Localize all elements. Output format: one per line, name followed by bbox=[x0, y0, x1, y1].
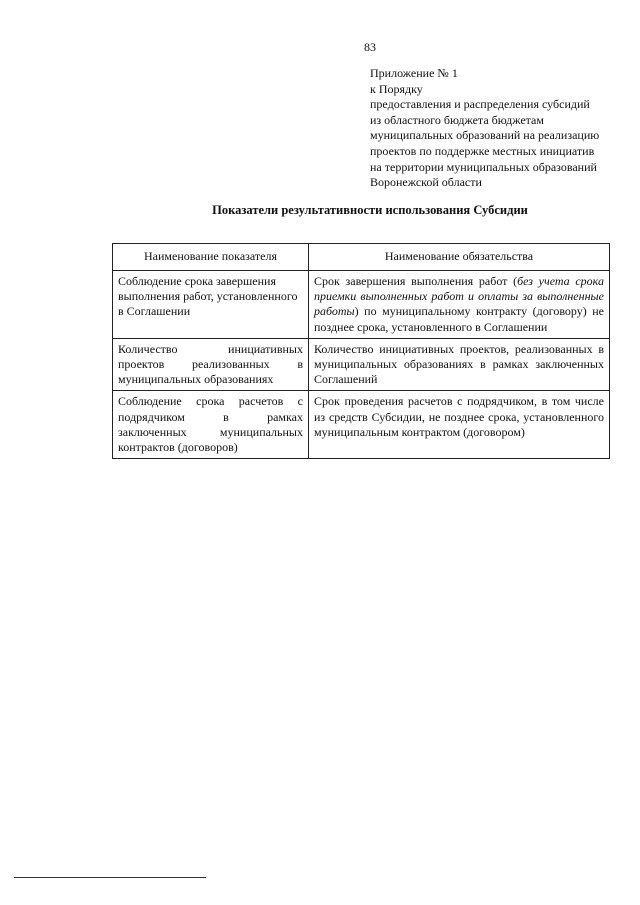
appendix-line: муниципальных образований на реализацию bbox=[370, 128, 600, 143]
obligation-cell bbox=[309, 271, 610, 339]
appendix-line: предоставления и распределения субсидий bbox=[370, 97, 590, 112]
column-header-indicator: Наименование показателя bbox=[113, 244, 309, 271]
obligation-italic-text: без учета срока приемки выполненных работ и оплаты за выполненные работы bbox=[314, 274, 604, 319]
indicators-table bbox=[112, 243, 610, 459]
table-row bbox=[113, 271, 610, 339]
table-header-row bbox=[113, 244, 610, 271]
obligation-cell: Количество инициативных проектов, реализованных в муниципальных образованиях в рамках заключенных Соглашений bbox=[309, 338, 610, 391]
table-row bbox=[113, 338, 610, 391]
column-header-obligation: Наименование обязательства bbox=[309, 244, 610, 271]
footnote-divider bbox=[14, 877, 206, 878]
indicator-cell: Количество инициативных проектов реализованных в муниципальных образованиях bbox=[113, 338, 309, 391]
appendix-line: Воронежской области bbox=[370, 175, 482, 190]
indicator-cell: Соблюдение срока завершения выполнения работ, установленного в Соглашении bbox=[113, 271, 309, 339]
appendix-line: проектов по поддержке местных инициатив bbox=[370, 143, 595, 158]
obligation-text: Срок завершения выполнения работ ( bbox=[314, 274, 518, 288]
appendix-line: из областного бюджета бюджетам bbox=[370, 112, 544, 127]
obligation-text: ) по муниципальному контракту (договору) не позднее срока, установленного в Соглашении bbox=[314, 304, 604, 334]
obligation-cell: Срок проведения расчетов с подрядчиком, в том числе из средств Субсидии, не позднее срока, установленного муниципальным контрактом (договором) bbox=[309, 391, 610, 459]
appendix-block bbox=[370, 66, 632, 191]
appendix-line: к Порядку bbox=[370, 81, 423, 96]
appendix-line: Приложение № 1 bbox=[370, 66, 458, 80]
appendix-line: на территории муниципальных образований bbox=[370, 159, 597, 174]
table-row bbox=[113, 391, 610, 459]
indicator-cell: Соблюдение срока расчетов с подрядчиком в рамках заключенных муниципальных контрактов (договоров) bbox=[113, 391, 309, 459]
document-title: Показатели результативности использования Субсидии bbox=[212, 203, 528, 217]
page-number: 83 bbox=[364, 40, 376, 54]
